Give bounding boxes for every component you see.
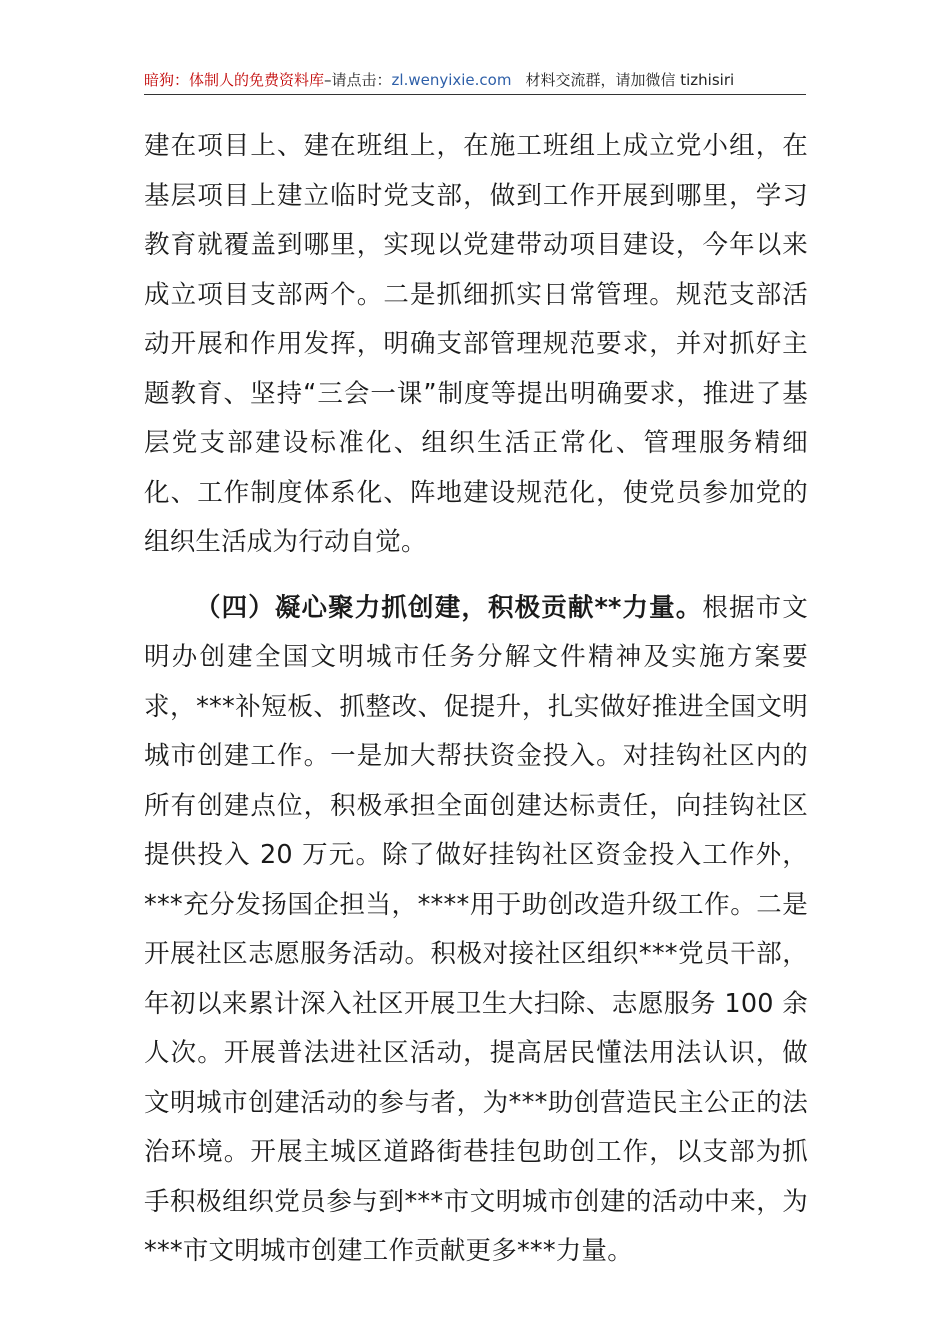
page-header (144, 68, 806, 95)
section-heading: （四）凝心聚力抓创建，积极贡献**力量。 (195, 592, 703, 623)
header-click-prompt: –请点击： (324, 71, 392, 89)
header-wechat-note: 材料交流群，请加微信 tizhisiri (525, 71, 735, 89)
paragraph-continuation: 建在项目上、建在班组上，在施工班组上成立党小组，在基层项目上建立临时党支部，做到工作开展到哪里，学习教育就覆盖到哪里，实现以党建带动项目建设，今年以来成立项目支部两个。二是抓细抓实日常管理。规范支部活动开展和作用发挥，明确支部管理规范要求，并对抓好主题教育、坚持“三会一课”制度等提出明确要求，推进了基层党支部建设标准化、组织生活正常化、管理服务精细化、工作制度体系化、阵地建设规范化，使党员参加党的组织生活成为行动自觉。 (144, 131, 808, 557)
section-body: 根据市文明办创建全国文明城市任务分解文件精神及实施方案要求，***补短板、抓整改、促提升，扎实做好推进全国文明城市创建工作。一是加大帮扶资金投入。对挂钩社区内的所有创建点位，积极承担全面创建达标责任，向挂钩社区提供投入 20 万元。除了做好挂钩社区资金投入工作外，***充分发扬国企担当，****用于助创改造升级工作。二是开展社区志愿服务活动。积极对接社区组织***党员干部，年初以来累计深入社区开展卫生大扫除、志愿服务 100 余人次。开展普法进社区活动，提高居民懂法用法认识，做文明城市创建活动的参与者，为***助创营造民主公正的法治环境。开展主城区道路街巷挂包助创工作，以支部为抓手积极组织党员参与到***市文明城市创建的活动中来，为***市文明城市创建工作贡献更多***力量。 (144, 592, 808, 1266)
paragraph-section-four (144, 584, 808, 1277)
header-link[interactable]: zl.wenyixie.com (391, 71, 512, 89)
document-body (144, 122, 808, 1277)
header-site-name: 暗狗：体制人的免费资料库 (144, 71, 325, 89)
